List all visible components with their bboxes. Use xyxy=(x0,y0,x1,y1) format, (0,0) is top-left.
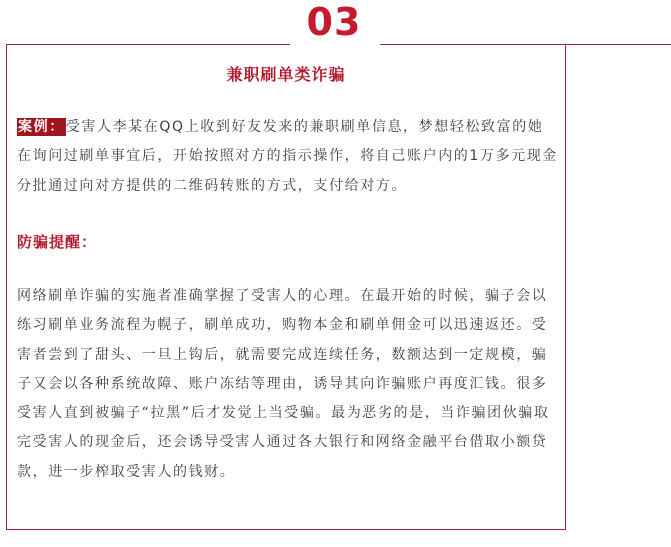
content-card xyxy=(6,44,566,530)
case-paragraph xyxy=(17,113,559,201)
section-number: 03 xyxy=(306,0,362,44)
case-text: 受害人李某在QQ上收到好友发来的兼职刷单信息，梦想轻松致富的她在询问过刷单事宜后，开始按照对方的指示操作，将自己账户内的1万多元现金分批通过向对方提供的二维码转账的方式，支付给对方。 xyxy=(17,119,558,194)
section-title: 兼职刷单类诈骗 xyxy=(226,65,346,84)
case-tag: 案例： xyxy=(18,119,65,135)
reminder-paragraph: 网络刷单诈骗的实施者准确掌握了受害人的心理。在最开始的时候，骗子会以练习刷单业务流程为幌子，刷单成功，购物本金和刷单佣金可以迅速返还。受害者尝到了甜头、一旦上钩后，就需要完成连续任务，数额达到一定规模，骗子又会以各种系统故障、账户冻结等理由，诱导其向诈骗账户再度汇钱。很多受害人直到被骗子“拉黑”后才发觉上当受骗。最为恶劣的是，当诈骗团伙骗取完受害人的现金后，还会诱导受害人通过各大银行和网络金融平台借取小额贷款，进一步榨取受害人的钱财。 xyxy=(17,288,550,480)
reminder-heading: 防骗提醒： xyxy=(17,233,98,251)
